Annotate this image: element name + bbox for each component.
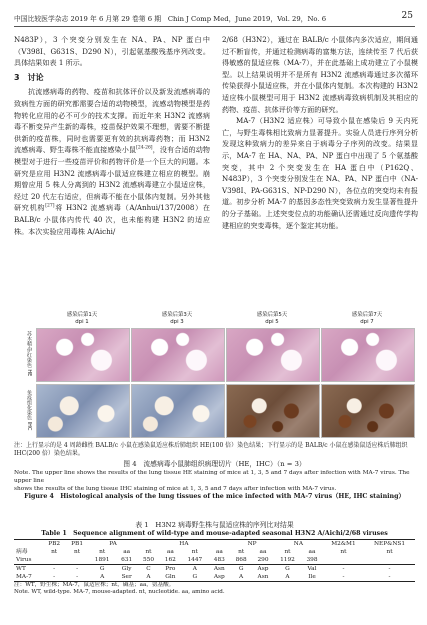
figure-caption: 图 4 流感病毒小鼠肺组织病理切片（HE，IHC）（n = 3） xyxy=(123,460,306,468)
histology-image xyxy=(226,328,320,382)
figure-row-label: 苏木精-伊红染色 HE xyxy=(26,331,32,377)
figure-row-label: 免疫组化染色 IHC xyxy=(26,389,32,431)
alignment-table xyxy=(14,539,415,582)
section-heading: 3 讨论 xyxy=(14,72,44,82)
figure-caption-en: Figure 4 Histological analysis of the lung tissues of the mice infected with MA-7 virus（HE, IHC staining） xyxy=(24,493,405,500)
table-row: 病毒 nt nt nt aa nt aa nt aa nt aa nt aa nt nt xyxy=(16,548,393,555)
citation: [27] xyxy=(45,203,55,209)
paragraph: N483P），3 个突变分别发生在 NA、PA、NP 蛋白中（V398I、G631S、D290 N），引起氨基酸残基序列改变。具体结果如表 1 所示。 xyxy=(14,35,210,68)
table-row: PB2 PB1 PA HA NP NA M2&M1 NEP&NS1 xyxy=(14,539,415,548)
paragraph: 2/68（H3N2），通过在 BALB/c 小鼠体内多次适应，期间通过不断盲传，并通过检测病毒的富集方法，连续传至 7 代后获得敏感的鼠适应株（MA-7），并在此基础上成功建立了小鼠模型。以上结果说明并不是所有 H3N2 流感病毒通过多次循环传染获得小鼠适应株，并在小鼠体内复制。本次构建的 H3N2 适应株小鼠模型可用于 H3N2 流感病毒致病机制及其相应的药物、疫苗、抗体评价等方面的研究。 xyxy=(222,35,418,114)
histology-image xyxy=(226,384,320,438)
histology-image xyxy=(36,384,130,438)
figure-note-cn: 注：上行显示的是 4 周龄雌性 BALB/c 小鼠在感染鼠适应株后肺组织 HE(100 倍）染色结果；下行显示的是 BALB/c 小鼠在感染鼠适应株后肺组织 IHC(200 倍）染色结果。 xyxy=(14,442,408,457)
histology-image xyxy=(131,384,225,438)
citation: [24-26] xyxy=(136,145,153,151)
figure-4 xyxy=(14,312,415,442)
table-row: Virus 1891 631 550 162 1447 483 868 290 1192 398 xyxy=(16,556,318,563)
figure-column-header: 感染后第7天 dpi 7 xyxy=(351,312,383,325)
histology-image xyxy=(321,384,415,438)
paragraph: MA-7（H3N2 适应株）可导致小鼠在感染后 9 天内死亡，与野生毒株相比致病力显著提升。实验人员进行序列分析发现这种致病力的差异来自于病毒分子序列的改变。结果显示，MA-7 在 HA、NA、PA、NP 蛋白中出现了 5 个氨基酸突变，其中 2 个突变发生在 HA 蛋白中（P162Q、N483P），3 个突变分别发生在 NA、PA、NP 蛋白中（NA-V398I、PA-G631S、NP-D290 N），各位点的突变均未有报道。初步分析 MA-7 的基因多态性突变致病力发生显著性提升的分子基础。上述突变位点的功能确认还需通过反向遗传学构建相应的突变毒株，逐个鉴定其功能。 xyxy=(222,116,418,230)
journal-info: 中国比较医学杂志 2019 年 6 月第 29 卷第 6 期 Chin J Comp Med，June 2019，Vol. 29，No. 6 xyxy=(14,15,327,23)
figure-column-header: 感染后第5天 dpi 5 xyxy=(256,312,288,325)
figure-note-en: shows the results of the lung tissue IHC staining of mice at 1, 3, 5 and 7 days after infection with MA-7 virus. xyxy=(14,486,337,492)
page-header xyxy=(14,12,415,27)
figure-notes xyxy=(14,442,415,501)
left-column xyxy=(14,34,210,237)
paragraph: 抗流感病毒的药物、疫苗和抗体评价以及新发流感病毒的致病性方面的研究都需要合适的动物模型，流感动物模型是药物转化应用的必不可少的技术支撑。而近年来 H3N2 流感病毒不断变异产生新的毒株，疫苗保护效果不理想，需要不断提供新的疫苗株，同时也需要更有效的抗病毒药物；而 H3N2 流感病毒、野生毒株不能直接感染小鼠[24-26]，没有合适的动物模型对于进行一些疫苗评价和药物评价是一个巨大的问题。本研究是应用 H3N2 流感病毒小鼠适应株建立相应的模型。崩期曾应用 5 株人分离到的 H3N2 流感病毒建立小鼠适应株，经过 20 代左右适应，但病毒不能在小鼠体内复制。另外其他研究机构[27]将 H3N2 流感病毒（A/Anhui/137/2008）在 BALB/c 小鼠体内传代 40 次，也未能构建 H3N2 的适应株。本次实验应用毒株 A/Aichi/ xyxy=(14,87,211,236)
table-title-en: Table 1 Sequence alignment of wild-type and mouse-adapted seasonal H3N2 A/Aichi/2/68 viruses xyxy=(41,529,388,537)
figure-column-header: 感染后第3天 dpi 3 xyxy=(161,312,193,325)
table-note-cn: 注：WT，野生株；MA-7，鼠适应株；nt，碱基；aa，氨基酸。 xyxy=(14,581,175,588)
histology-image xyxy=(36,328,130,382)
histology-image xyxy=(321,328,415,382)
figure-note-en: Note. The upper line shows the results of the lung tissue HE staining of mice at 1, 3, 5 and 7 days after infection with MA-7 virus. The upper line xyxy=(14,470,410,484)
table-row: MA-7 - - A Ser A Gln G Asp A Asn A Ile - - xyxy=(14,573,415,582)
right-column xyxy=(222,34,418,231)
table-note-en: Note. WT, wild-type. MA-7, mouse-adapted. nt, nucleotide. aa, amino acid. xyxy=(14,589,225,595)
histology-image xyxy=(131,328,225,382)
table-title: 表 1 H3N2 病毒野生株与鼠适应株的序列比对结果 xyxy=(135,521,294,529)
table-1 xyxy=(14,521,415,597)
figure-column-header: 感染后第1天 dpi 1 xyxy=(66,312,98,325)
table-row: WT - - G Gly C Pro A Asn G Asp G Val - - xyxy=(14,564,415,573)
page-number: 25 xyxy=(401,11,413,21)
